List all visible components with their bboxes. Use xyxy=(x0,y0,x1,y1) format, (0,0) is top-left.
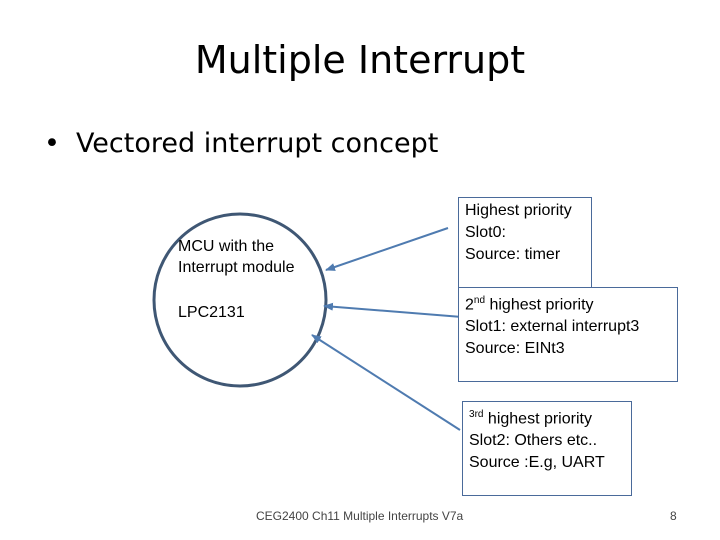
slot2-box xyxy=(462,401,632,496)
slot1-priority-sup: nd xyxy=(473,295,486,306)
slot0-priority: Highest priority xyxy=(465,202,572,219)
slot2-source: Source :E.g, UART xyxy=(469,454,605,472)
slot2-priority-num: 3 xyxy=(469,409,475,420)
mcu-label xyxy=(178,236,295,278)
arrow-slot0 xyxy=(326,228,448,270)
slot1-slot: Slot1: external interrupt3 xyxy=(465,318,640,336)
slot1-priority xyxy=(465,290,671,316)
slot2-priority-rest: highest priority xyxy=(483,410,592,428)
slot0-source: Source: timer xyxy=(465,246,561,263)
slide-title: Multiple Interrupt xyxy=(194,38,526,82)
slot0-slot: Slot0: xyxy=(465,224,506,241)
bullet-dot-icon: • xyxy=(44,128,60,159)
mcu-label-line2: Interrupt module xyxy=(178,259,295,276)
bullet-text: Vectored interrupt concept xyxy=(75,128,439,159)
slot1-priority-rest: highest priority xyxy=(485,296,594,314)
slot1-source: Source: EINt3 xyxy=(465,340,565,358)
mcu-label-line1: MCU with the xyxy=(178,238,275,255)
mcu-name: LPC2131 xyxy=(178,304,245,321)
footer-text: CEG2400 Ch11 Multiple Interrupts V7a xyxy=(256,509,464,523)
slot2-priority xyxy=(469,404,625,430)
slot0-box xyxy=(458,197,592,291)
arrow-slot2 xyxy=(312,335,460,430)
page-number: 8 xyxy=(670,509,677,523)
slot1-priority-num: 2 xyxy=(465,296,474,314)
slot2-slot: Slot2: Others etc.. xyxy=(469,432,598,450)
slot2-priority-sup: rd xyxy=(474,409,484,420)
arrow-slot1 xyxy=(324,306,462,317)
slot1-box xyxy=(458,287,678,382)
